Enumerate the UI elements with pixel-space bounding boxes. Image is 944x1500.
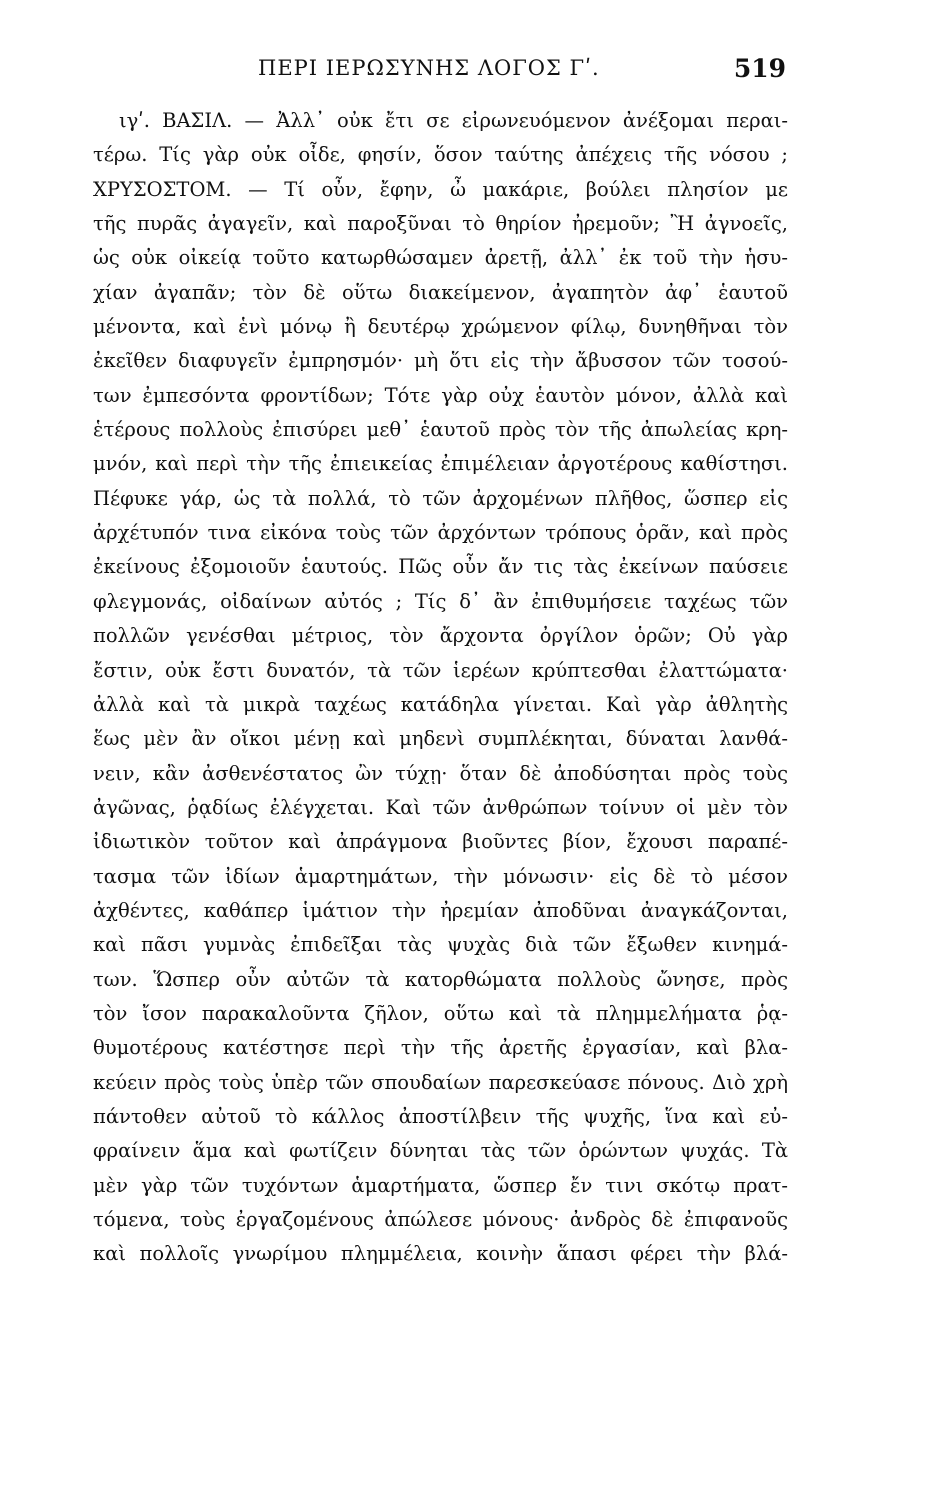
text-line: ιγʹ. ΒΑΣΙΛ. — Ἀλλ᾽ οὐκ ἔτι σε εἰρωνευόμενον ἀνέξομαι περαι-: [119, 109, 788, 132]
text-line: των ἐμπεσόντα φροντίδων; Τότε γὰρ οὐχ ἑαυτὸν μόνον, ἀλλὰ καὶ: [93, 383, 788, 407]
text-line: ἕως μὲν ἂν οἴκοι μένῃ καὶ μηδενὶ συμπλέκηται, δύναται λανθά-: [93, 727, 788, 751]
text-line: μὲν γὰρ τῶν τυχόντων ἁμαρτήματα, ὥσπερ ἔν τινι σκότῳ πρατ-: [93, 1173, 788, 1197]
text-line: πάντοθεν αὐτοῦ τὸ κάλλος ἀποστίλβειν τῆς ψυχῆς, ἵνα καὶ εὐ-: [93, 1104, 788, 1128]
text-line: καὶ πολλοῖς γνωρίμου πλημμέλεια, κοινὴν ἅπασι φέρει τὴν βλά-: [93, 1242, 788, 1266]
text-line: φλεγμονάς, οἰδαίνων αὐτός ; Τίς δ᾽ ἂν ἐπιθυμήσειε ταχέως τῶν: [93, 589, 788, 613]
text-line: ἑτέρους πολλοὺς ἐπισύρει μεθ᾽ ἑαυτοῦ πρὸς τὸν τῆς ἀπωλείας κρη-: [93, 418, 788, 442]
text-line: ἀγῶνας, ῥᾳδίως ἐλέγχεται. Καὶ τῶν ἀνθρώπων τοίνυν οἱ μὲν τὸν: [93, 795, 788, 819]
text-line: μένοντα, καὶ ἑνὶ μόνῳ ἢ δευτέρῳ χρώμενον φίλῳ, δυνηθῆναι τὸν: [93, 315, 788, 339]
text-line: νειν, κἂν ἀσθενέστατος ὢν τύχῃ· ὅταν δὲ ἀποδύσηται πρὸς τοὺς: [93, 761, 788, 785]
text-line: ἀρχέτυπόν τινα εἰκόνα τοὺς τῶν ἀρχόντων τρόπους ὁρᾶν, καὶ πρὸς: [93, 521, 788, 545]
text-line: ὡς οὐκ οἰκείᾳ τοῦτο κατωρθώσαμεν ἀρετῇ, ἀλλ᾽ ἐκ τοῦ τὴν ἡσυ-: [93, 246, 788, 270]
running-title: ΠΕΡΙ ΙΕΡΩΣΥΝΗΣ ΛΟΓΟΣ Γʹ.: [258, 56, 600, 80]
text-line: ἔστιν, οὐκ ἔστι δυνατόν, τὰ τῶν ἱερέων κρύπτεσθαι ἐλαττώματα·: [93, 658, 788, 682]
page-number: 519: [733, 54, 786, 83]
text-line: πολλῶν γενέσθαι μέτριος, τὸν ἄρχοντα ὀργίλον ὁρῶν; Οὐ γὰρ: [93, 624, 788, 648]
text-line: ἰδιωτικὸν τοῦτον καὶ ἀπράγμονα βιοῦντες βίον, ἔχουσι παραπέ-: [93, 830, 788, 854]
text-line: ἐκείνους ἐξομοιοῦν ἑαυτούς. Πῶς οὖν ἄν τις τὰς ἐκείνων παύσειε: [93, 555, 788, 579]
text-line: χίαν ἀγαπᾶν; τὸν δὲ οὕτω διακείμενον, ἀγαπητὸν ἀφ᾽ ἑαυτοῦ: [93, 280, 788, 304]
text-line: τασμα τῶν ἰδίων ἁμαρτημάτων, τὴν μόνωσιν· εἰς δὲ τὸ μέσον: [93, 864, 788, 888]
text-line: θυμοτέρους κατέστησε περὶ τὴν τῆς ἀρετῆς ἐργασίαν, καὶ βλα-: [93, 1036, 788, 1060]
page-header: [0, 56, 944, 92]
text-line: φραίνειν ἅμα καὶ φωτίζειν δύνηται τὰς τῶν ὁρώντων ψυχάς. Τὰ: [93, 1139, 788, 1163]
text-line: τόμενα, τοὺς ἐργαζομένους ἀπώλεσε μόνους· ἀνδρὸς δὲ ἐπιφανοῦς: [93, 1208, 788, 1231]
text-line: τῆς πυρᾶς ἀγαγεῖν, καὶ παροξῦναι τὸ θηρίον ἠρεμοῦν; Ἢ ἀγνοεῖς,: [93, 212, 788, 236]
text-line: τὸν ἴσον παρακαλοῦντα ζῆλον, οὕτω καὶ τὰ πλημμελήματα ῥᾳ-: [93, 1001, 788, 1025]
text-line: τέρω. Τίς γὰρ οὐκ οἶδε, φησίν, ὅσον ταύτης ἀπέχεις τῆς νόσου ;: [93, 143, 788, 167]
text-line: των. Ὥσπερ οὖν αὐτῶν τὰ κατορθώματα πολλοὺς ὤνησε, πρὸς: [93, 967, 788, 991]
text-line: ἀλλὰ καὶ τὰ μικρὰ ταχέως κατάδηλα γίνεται. Καὶ γὰρ ἀθλητὴς: [93, 692, 788, 716]
text-line: καὶ πᾶσι γυμνὰς ἐπιδεῖξαι τὰς ψυχὰς διὰ τῶν ἔξωθεν κινημά-: [93, 933, 788, 957]
text-line: ΧΡΥΣΟΣΤΟΜ. — Τί οὖν, ἔφην, ὦ μακάριε, βούλει πλησίον με: [93, 177, 788, 201]
text-line: ἀχθέντες, καθάπερ ἱμάτιον τὴν ἠρεμίαν ἀποδῦναι ἀναγκάζονται,: [93, 898, 788, 922]
text-line: κεύειν πρὸς τοὺς ὑπὲρ τῶν σπουδαίων παρεσκεύασε πόνους. Διὸ χρὴ: [93, 1070, 788, 1094]
text-line: ἐκεῖθεν διαφυγεῖν ἐμπρησμόν· μὴ ὅτι εἰς τὴν ἄβυσσον τῶν τοσού-: [93, 349, 788, 373]
text-line: Πέφυκε γάρ, ὡς τὰ πολλά, τὸ τῶν ἀρχομένων πλῆθος, ὥσπερ εἰς: [93, 486, 788, 510]
body-text: [93, 104, 788, 1272]
text-line: μνόν, καὶ περὶ τὴν τῆς ἐπιεικείας ἐπιμέλειαν ἀργοτέρους καθίστησι.: [93, 452, 788, 476]
